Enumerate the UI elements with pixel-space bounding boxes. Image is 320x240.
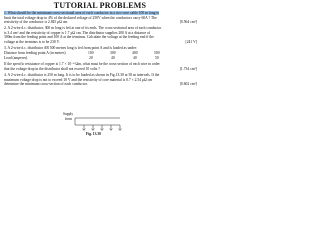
q3-table-cell: 300 — [110, 51, 116, 55]
q3-table-cell: 50 — [155, 56, 159, 60]
q3-table-cell: 20 — [89, 56, 93, 60]
q3-table-cell: 400 — [132, 51, 138, 55]
page-title: TUTORIAL PROBLEMS — [53, 1, 147, 10]
q3-answer: [1.734 cm²] — [179, 66, 197, 71]
q3-table-header-load: Load (amperes) — [4, 56, 28, 60]
q3-line-3: that the voltage drop in the distributor shall not exceed 10 volts ? — [4, 66, 100, 71]
q4-line-1: 4. A 2-wire d.c. distributor is 250 m long. It is to be loaded as shown in Fig.13.30 at 50 m intervals. If the — [4, 73, 160, 77]
q3-table-cell: 40 — [133, 56, 137, 60]
q4-answer: [0.602 cm²] — [179, 82, 197, 87]
figure-from-label: from — [65, 116, 72, 121]
figure-caption: Fig. 13.30 — [86, 132, 101, 136]
q3-table-header-distance: Distance from feeding point A (in metres) — [4, 51, 66, 55]
q2-answer: [241 V] — [185, 39, 197, 44]
q3-table-cell: 40 — [111, 56, 115, 60]
q1-highlighted-text: 1. What should be the minimum cross-sectional area of each conductor in a two-core cable 100 m long to — [4, 11, 160, 15]
q3-table-cell: 100 — [88, 51, 94, 55]
q2-line-1: 2. A 2-wire d.c. distributor, 300 m long is fed at one of its ends. The cross-sectional area of each conductor — [4, 26, 162, 30]
q4-line-3: determine the minimum cross-section of each conductor. — [4, 82, 88, 87]
figure-13-30 — [62, 112, 122, 138]
q3-table-row-load — [4, 56, 194, 61]
distributor-diagram — [62, 112, 122, 134]
q3-table-cell: 500 — [154, 51, 160, 55]
q3-line-1: 3. A 2-wire d.c. distributor AB 500 metres long is fed from point A and is loaded as under: — [4, 46, 138, 50]
q2-line-3: 300m from the feeding point and 100 A at the terminus. Calculate the voltage at the feeding end if the — [4, 35, 154, 40]
figure-supply-label: Supply — [63, 112, 74, 116]
q1-line-3: resistivity of the conductor is 2.845 μΩ cm. — [4, 20, 69, 25]
q1-line-2: limit the total voltage drop to 4% of the declared voltage of 250V when the conductors carry 60A ? The — [4, 15, 157, 20]
q2-line-2: is 3.4 cm² and the resistivity of copper is 1.7 μΩ cm. The distributor supplies 200 A at a distance of — [4, 30, 151, 35]
q4-line-2: maximum voltage drop is not to exceed 10 V and the resistivity of core material is 0.7 × 2.54 μΩ cm — [4, 77, 153, 82]
page — [0, 0, 200, 138]
q1-answer: [0.564 cm²] — [179, 20, 197, 25]
q3-line-2: If the specific resistance of copper is 1.7 × 10⁻⁸ Ωm, what must be the cross-section of each wire in order — [4, 62, 160, 66]
q2-line-4: voltage at the terminus is to be 230 V. — [4, 39, 60, 44]
